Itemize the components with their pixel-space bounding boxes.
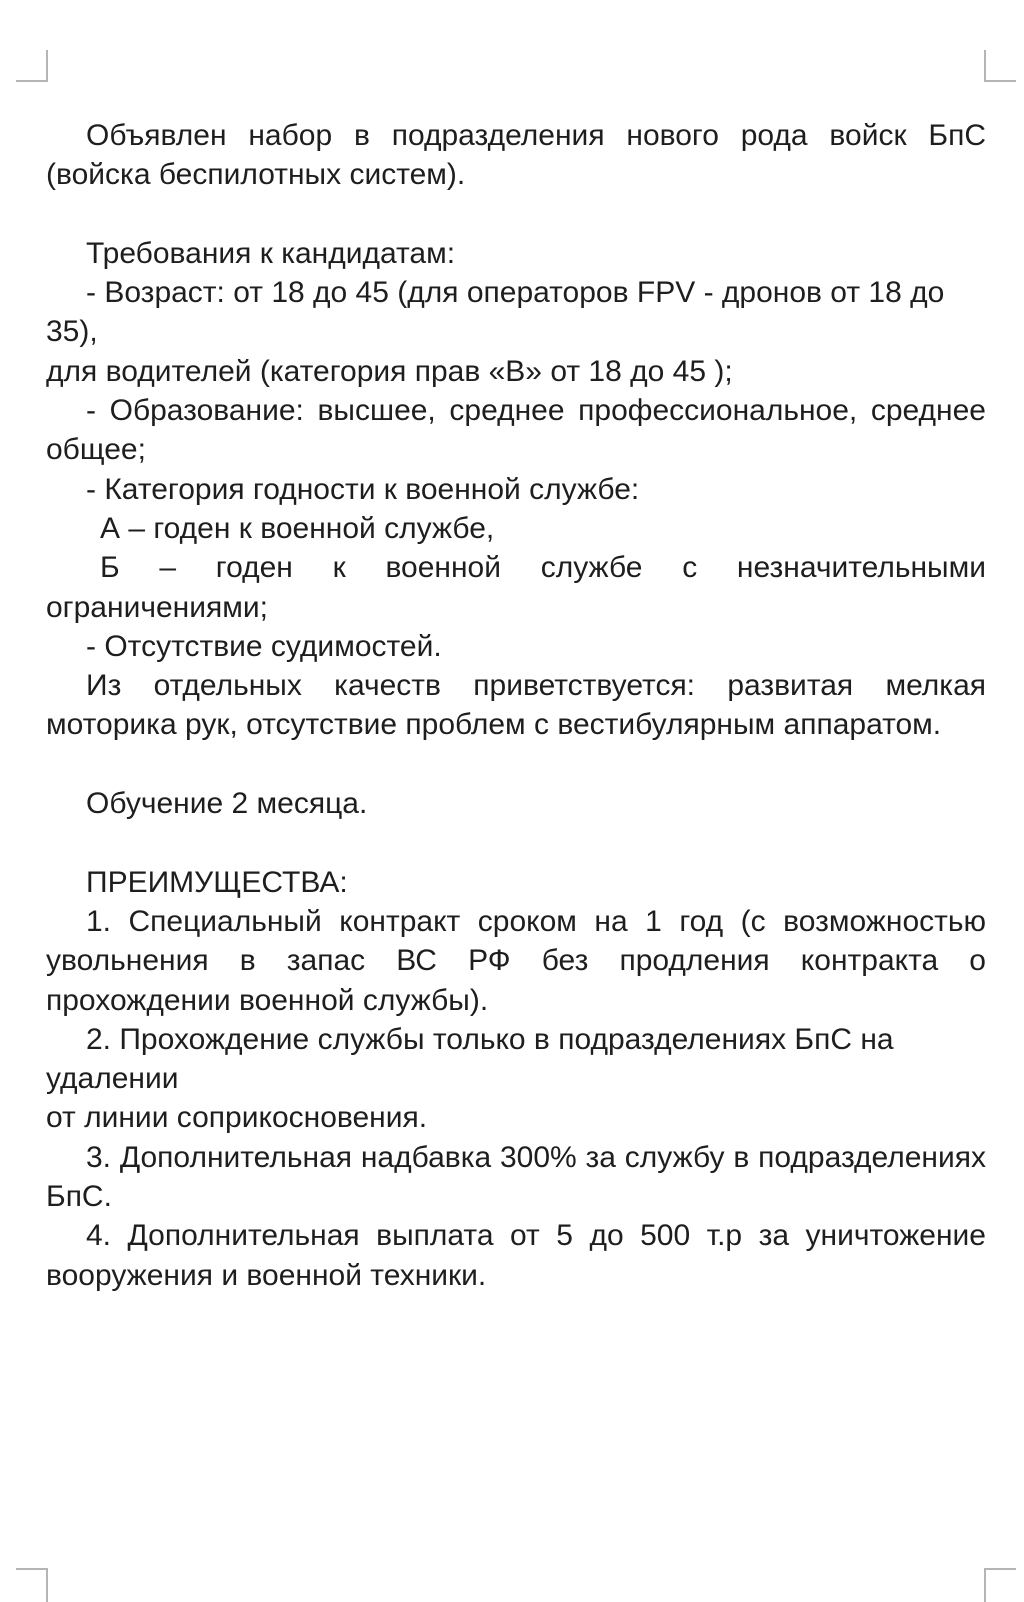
requirement-age: - Возраст: от 18 до 45 (для операторов FPV - дронов от 18 до 35), [46, 276, 945, 349]
desired-qualities-paragraph: Из отдельных качеств приветствуется: развитая мелкая моторика рук, отсутствие проблем с вестибулярным аппаратом. [46, 669, 986, 742]
advantage-item-1: 1. Специальный контракт сроком на 1 год (с возможностью увольнения в запас ВС РФ без продления контракта о прохождении военной службы). [46, 904, 986, 1017]
paragraph-spacer [46, 195, 986, 234]
requirement-fitness-heading: - Категория годности к военной службе: [86, 472, 640, 506]
advantage-item-2-continued: от линии соприкосновения. [46, 1101, 428, 1135]
page-corner-mark-bottom-right [984, 1568, 1016, 1602]
intro-paragraph: Объявлен набор в подразделения нового рода войск БпС (войска беспилотных систем). [46, 119, 986, 192]
document-page [46, 116, 986, 1295]
fitness-category-a: А – годен к военной службе, [100, 511, 495, 545]
training-duration: Обучение 2 месяца. [86, 787, 368, 821]
fitness-category-b: Б – годен к военной службе с незначительными ограничениями; [46, 551, 986, 624]
advantage-item-3: 3. Дополнительная надбавка 300% за службу в подразделениях БпС. [46, 1140, 986, 1214]
paragraph-spacer [46, 745, 986, 784]
advantage-item-2: 2. Прохождение службы только в подразделениях БпС на удалении [46, 1022, 894, 1096]
page-corner-mark-bottom-left [16, 1568, 48, 1602]
requirements-heading: Требования к кандидатам: [86, 236, 456, 270]
advantage-item-4: 4. Дополнительная выплата от 5 до 500 т.р за уничтожение вооружения и военной техники. [46, 1219, 986, 1292]
paragraph-spacer [46, 823, 986, 862]
page-corner-mark-top-left [16, 50, 48, 82]
page-corner-mark-top-right [984, 50, 1016, 82]
requirement-no-criminal-record: - Отсутствие судимостей. [86, 629, 442, 663]
requirement-education: - Образование: высшее, среднее профессиональное, среднее общее; [46, 394, 986, 467]
requirement-age-drivers: для водителей (категория прав «В» от 18 до 45 ); [46, 354, 733, 388]
advantages-heading: ПРЕИМУЩЕСТВА: [86, 865, 348, 899]
